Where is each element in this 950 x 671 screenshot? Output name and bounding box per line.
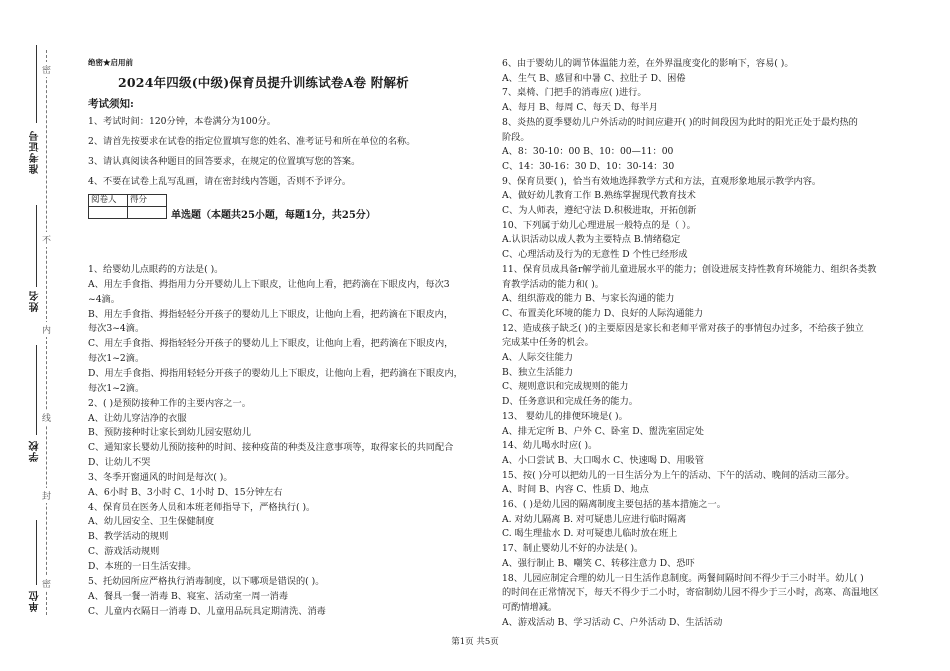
school-label: 学校	[30, 440, 41, 462]
question-line: 9、保育员要( )，恰当有效地选择教学方式和方法，直观形象地展示教学内容。	[502, 175, 822, 187]
binding-strip	[0, 0, 82, 671]
question-line: 育教学活动的能力和( )。	[502, 278, 604, 290]
question-line: 每次1~2滴。	[88, 382, 145, 394]
question-line: A、强行制止 B、嘲笑 C、转移注意力 D、恐吓	[502, 557, 695, 569]
question-line: C、14：30-16：30 D、10：30-14：30	[502, 160, 675, 172]
question-line: 6、由于婴幼儿的调节体温能力差，在外界温度变化的影响下，容易( )。	[502, 58, 794, 69]
question-line: 13、 婴幼儿的排便环境是( )。	[502, 410, 628, 422]
question-line: A、小口尝试 B、大口喝水 C、快速喝 D、用吸管	[502, 454, 704, 466]
score-col-label: 得分	[128, 195, 167, 207]
question-line: B、独立生活能力	[502, 366, 574, 378]
question-line: 12、造成孩子缺乏( )的主要原因是家长和老师平常对孩子的事情包办过多，不给孩子独立	[502, 322, 864, 334]
exam-id-label: 准考证号	[30, 130, 41, 174]
question-line: C、布置美化环境的能力 D、良好的人际沟通能力	[502, 307, 704, 319]
question-line: A、餐具一餐一消毒 B、寝室、活动室一周一消毒	[88, 590, 289, 602]
question-line: A、时间 B、内容 C、性质 D、地点	[502, 484, 649, 496]
question-line: C、用左手食指、拇指轻轻分开孩子的婴幼儿上下眼皮，让他向上看，把药滴在下眼皮内，	[88, 338, 454, 350]
seal-char: 密	[42, 62, 51, 77]
question-line: 5、托幼园所应严格执行消毒制度，以下哪项是错误的( )。	[88, 575, 325, 587]
question-line: C、心理活动及行为的无意性 D 个性已经形成	[502, 249, 688, 261]
question-line: 每次3~4滴。	[88, 323, 145, 335]
notice-item: 1、考试时间：120分钟，本卷满分为100分。	[88, 116, 276, 127]
question-line: D、本班的一日生活安排。	[88, 561, 197, 572]
grader-col-label: 阅卷人	[89, 195, 128, 207]
question-line: 14、幼儿喝水时应( )。	[502, 440, 598, 452]
question-line: A、人际交往能力	[502, 352, 573, 363]
notice-heading: 考试须知:	[88, 98, 134, 110]
question-line: 15、按( )分可以把幼儿的一日生活分为上午的活动、下午的活动、晚间的活动三部分。	[502, 469, 855, 481]
notice-item: 3、请认真阅读各种题目的回答要求，在规定的位置填写您的答案。	[88, 156, 361, 167]
question-line: 3、冬季开窗通风的时间是每次( )。	[88, 471, 233, 483]
exam-id-underline	[36, 45, 37, 123]
question-line: A、幼儿园安全、卫生保健制度	[88, 516, 215, 528]
question-line: 16、( )是幼儿园的隔离制度主要包括的基本措施之一。	[502, 499, 726, 510]
question-line: C. 喝生理盐水 D. 对可疑患儿临时放在班上	[502, 528, 678, 540]
name-underline	[36, 205, 37, 287]
question-line: 每次1~2滴。	[88, 353, 145, 365]
page-footer: 第1页 共5页	[451, 637, 499, 647]
question-line: 阶段。	[502, 131, 530, 143]
question-line: C、为人师表，遵纪守法 D.积极进取，开拓创新	[502, 205, 697, 216]
notice-item: 4、不要在试卷上乱写乱画，请在密封线内答题，否则不予评分。	[88, 176, 352, 187]
name-label: 姓名	[30, 290, 41, 312]
question-line: A、让幼儿穿洁净的衣服	[88, 412, 187, 424]
question-line: A.认识活动以成人教为主要特点 B.情绪稳定	[502, 234, 681, 246]
question-line: 10、下列属于幼儿心理进展一般特点的是（ ）。	[502, 219, 696, 231]
question-line: 8、炎热的夏季婴幼儿户外活动的时间应避开( )的时间段因为此时的阳光正处于最灼热的	[502, 116, 858, 128]
question-line: 可酌情增减。	[502, 601, 558, 613]
seal-char: 内	[42, 322, 51, 337]
question-line: A、用左手食指、拇指用力分开婴幼儿上下眼皮，让他向上看，把药滴在下眼皮内，每次3	[88, 278, 450, 290]
question-line: C、通知家长婴幼儿预防接种的时间、接种疫苗的种类及注意事项等，取得家长的共同配合	[88, 442, 454, 454]
question-line: 的时间在正常情况下，每天不得少于二小时，寄宿制幼儿园不得少于三小时，高寒、高温地区	[502, 587, 879, 599]
question-line: A、每月 B、每周 C、每天 D、每半月	[502, 102, 658, 114]
question-line: C、游戏活动规则	[88, 546, 160, 558]
question-line: B、预防接种时让家长到幼儿园安慰幼儿	[88, 427, 251, 439]
seal-char: 不	[42, 232, 51, 247]
question-line: 完成某中任务的机会。	[502, 337, 594, 349]
question-line: A、游戏活动 B、学习活动 C、户外活动 D、生活活动	[502, 616, 723, 628]
question-line: A、组织游戏的能力 B、与家长沟通的能力	[502, 293, 675, 305]
question-line: A、8：30-10：00 B、10：00—11：00	[502, 146, 674, 158]
question-line: A、生气 B、感冒和中暑 C、拉肚子 D、困倦	[502, 72, 686, 84]
section-title: 单选题（本题共25小题，每题1分，共25分）	[171, 210, 376, 221]
score-cell[interactable]	[128, 207, 167, 219]
unit-underline	[36, 520, 37, 585]
question-line: D、用左手食指、拇指用轻轻分开孩子的婴幼儿上下眼皮，让他向上看，把药滴在下眼皮内，	[88, 367, 463, 379]
question-line: 1、给婴幼儿点眼药的方法是( )。	[88, 264, 224, 275]
grader-cell[interactable]	[89, 207, 128, 219]
question-line: A. 对幼儿隔离 B. 对可疑患儿应进行临时隔离	[502, 513, 687, 525]
question-line: C、儿童内衣隔日一消毒 D、儿童用品玩具定期清洗、消毒	[88, 605, 326, 617]
question-line: 7、桌椅、门把手的消毒应( )进行。	[502, 87, 647, 99]
question-line: A、6小时 B、3小时 C、1小时 D、15分钟左右	[88, 486, 283, 498]
seal-char: 密	[42, 576, 51, 591]
document-title: 2024年四级(中级)保育员提升训练试卷A卷 附解析	[118, 75, 409, 90]
question-line: 4、保育员在医务人员和本班老师指导下，严格执行( )。	[88, 501, 316, 513]
unit-label: 单位	[30, 590, 41, 612]
seal-char: 线	[42, 410, 51, 425]
question-line: A、做好幼儿教育工作 B.熟练掌握现代教育技术	[502, 190, 696, 202]
question-line: D、让幼儿不哭	[88, 457, 151, 469]
question-line: D、任务意识和完成任务的能力。	[502, 396, 638, 408]
question-line: 11、保育员成具备r解学前儿童进展水平的能力；创设进展支持性教育环境能力、组织各类教	[502, 263, 877, 275]
question-line: C、规则意识和完成规则的能力	[502, 381, 629, 393]
question-line: 17、制止婴幼儿不好的办法是( )。	[502, 543, 644, 555]
question-line: A、排无定所 B、户外 C、卧室 D、盥洗室固定处	[502, 425, 704, 437]
grader-table	[88, 194, 167, 219]
seal-char: 封	[42, 488, 51, 503]
secret-label: 绝密★启用前	[88, 58, 133, 67]
question-line: 2、( )是预防接种工作的主要内容之一。	[88, 397, 251, 409]
notice-item: 2、请首先按要求在试卷的指定位置填写您的姓名、准考证号和所在单位的名称。	[88, 136, 416, 147]
school-underline	[36, 345, 37, 435]
question-line: B、教学活动的规则	[88, 531, 169, 543]
question-line: ~4滴。	[88, 293, 120, 305]
question-line: B、用左手食指、拇指轻轻分开孩子的婴幼儿上下眼皮，让他向上看，把药滴在下眼皮内，	[88, 308, 454, 320]
question-line: 18、儿园应制定合理的幼儿一日生活作息制度。两餐间隔时间不得少于三小时半。幼儿( )	[502, 572, 864, 584]
